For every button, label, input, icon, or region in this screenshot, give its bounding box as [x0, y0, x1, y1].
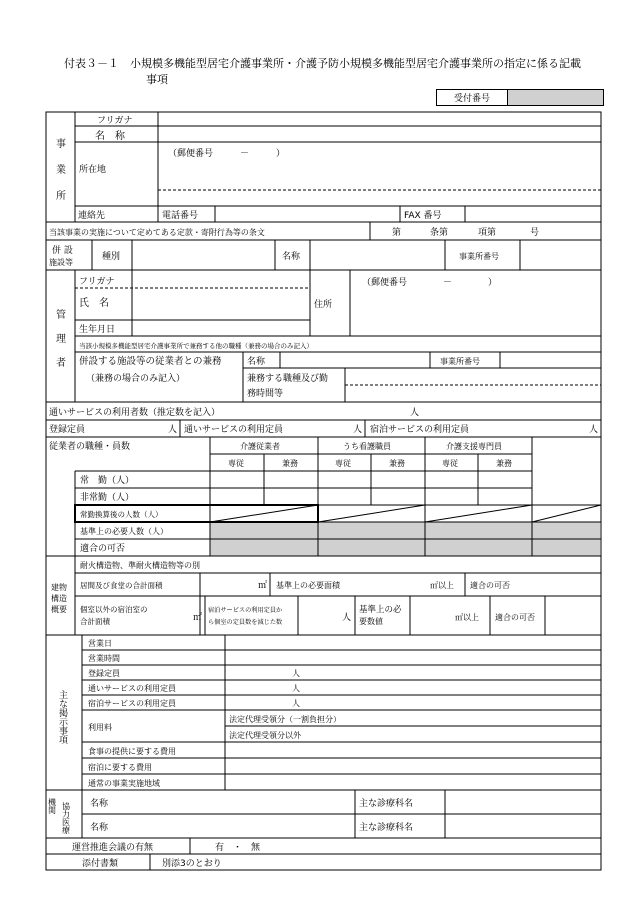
- meeting-label: 運営推進会議の有無: [72, 843, 154, 853]
- building-per-1: 宿泊サービスの利用定員か: [208, 607, 283, 614]
- building-room-1: 個室以外の宿泊室の: [80, 605, 148, 614]
- building-side-2: 構造: [51, 594, 67, 603]
- main-item-fee-2: 法定代理受領分以外: [229, 731, 301, 740]
- staff-cm-header: 介護支援専門員: [446, 442, 502, 451]
- office-name-label: 名 称: [95, 131, 125, 142]
- staff-header: 従業者の職種・員数: [49, 442, 131, 452]
- building-fit-label-2: 適合の可否: [495, 613, 535, 622]
- staff-row-fit: 適合の可否: [80, 544, 126, 554]
- main-item-registered-unit: 人: [292, 669, 300, 678]
- main-item-area: 通常の事業実施地域: [88, 779, 160, 788]
- main-item-day-cap: 通いサービスの利用定員: [88, 684, 176, 693]
- office-address-label: 所在地: [79, 165, 107, 175]
- articles-ko: 項第: [478, 228, 497, 238]
- manager-name-label: 氏 名: [79, 298, 109, 309]
- form-title-line2: 事項: [146, 73, 168, 86]
- capacity-stay-label: 宿泊サービスの利用定員: [370, 425, 470, 435]
- facility-kind-label: 種別: [102, 252, 121, 262]
- medical-side-2: 機関: [47, 798, 57, 814]
- manager-number-label: 事業所番号: [440, 357, 480, 366]
- building-living-label: 居間及び食堂の合計面積: [80, 581, 163, 590]
- office-phone-label: 電話番号: [162, 211, 199, 221]
- building-side-3: 概要: [51, 605, 67, 614]
- main-item-hours: 営業時間: [88, 654, 120, 663]
- building-req-1: 基準上の必: [359, 605, 402, 615]
- building-fit-label: 適合の可否: [470, 581, 510, 590]
- facility-label-1: 併 設: [52, 246, 73, 256]
- office-side-2: 業: [56, 165, 66, 176]
- articles-jo: 条第: [430, 228, 449, 238]
- manager-address-label: 住所: [314, 300, 333, 310]
- office-side-1: 事: [56, 139, 66, 150]
- meeting-value: 有 ・ 無: [215, 843, 261, 853]
- articles-label: 当該事業の実施について定めてある定款・寄附行為等の条文: [49, 228, 265, 237]
- capacity-day-label: 通いサービスの利用定員: [184, 425, 284, 435]
- manager-side-1: 管: [56, 310, 66, 321]
- manager-postal-label: （郵便番号 － ）: [362, 278, 498, 288]
- grid-lines: [46, 112, 601, 870]
- building-std-unit: ㎡以上: [430, 581, 454, 590]
- staff-row-converted: 常勤換算後の人数（人）: [80, 510, 163, 519]
- attach-value: 別添3のとおり: [162, 859, 222, 869]
- manager-concurrent-duty-2: （兼務の場合のみ記入）: [86, 374, 186, 384]
- users-unit: 人: [410, 408, 420, 418]
- building-std-label: 基準上の必要面積: [276, 581, 340, 590]
- capacity-day-unit: 人: [353, 425, 363, 435]
- building-living-unit: ㎡: [258, 581, 268, 591]
- building-per-2: ら個室の定員数を減じた数: [208, 619, 283, 626]
- staff-row-fulltime: 常 勤（人）: [80, 476, 135, 486]
- main-item-fee-1: 法定代理受領分（一割負担分）: [229, 715, 341, 724]
- building-req-unit: ㎡以上: [455, 613, 479, 622]
- staff-cm-part: 兼務: [496, 459, 512, 468]
- building-room-2: 合計面積: [80, 617, 110, 626]
- manager-side-3: 者: [56, 358, 66, 369]
- manager-concurrent-duty-1: 併設する施設等の従業者との兼務: [79, 356, 222, 367]
- staff-caregiver-part: 兼務: [282, 459, 298, 468]
- building-fireproof: 耐火構造物、準耐火構造物等の別: [80, 561, 200, 570]
- staff-nurse-full: 専従: [335, 459, 351, 468]
- users-label: 通いサービスの利用者数（推定数を記入）: [49, 408, 221, 418]
- medical-name-1: 名称: [90, 799, 109, 809]
- facility-label-2: 施設等: [49, 258, 73, 267]
- articles-dai: 第: [392, 228, 402, 238]
- medical-dept-1: 主な診療科名: [359, 799, 414, 809]
- office-fax-label: FAX 番号: [404, 211, 442, 221]
- main-item-business-day: 営業日: [88, 639, 112, 648]
- medical-name-2: 名称: [90, 823, 109, 833]
- staff-row-parttime: 非常勤（人）: [80, 493, 135, 503]
- receipt-number-label: 受付番号: [437, 90, 508, 105]
- medical-side-1: 協力医療: [61, 802, 71, 834]
- office-furigana-label: フリガナ: [97, 116, 133, 126]
- facility-number-label: 事業所番号: [459, 252, 499, 261]
- form-title-line1: 付表３－１ 小規模多機能型居宅介護事業所・介護予防小規模多機能型居宅介護事業所の指定に係る記載: [64, 57, 581, 70]
- building-req-2: 要数値: [359, 617, 383, 626]
- attach-label: 添付書類: [82, 859, 119, 869]
- capacity-registered-unit: 人: [168, 425, 178, 435]
- staff-row-required: 基準上の必要人数（人）: [80, 527, 168, 536]
- office-side-3: 所: [56, 191, 66, 202]
- manager-job-2: 務時間等: [247, 389, 284, 399]
- main-item-stay-unit: 人: [292, 699, 300, 708]
- manager-job-1: 兼務する職種及び勤: [247, 374, 329, 384]
- capacity-registered-label: 登録定員: [49, 425, 86, 435]
- staff-cm-full: 専従: [442, 459, 458, 468]
- main-item-registered: 登録定員: [88, 669, 120, 678]
- medical-dept-2: 主な診療科名: [359, 823, 414, 833]
- staff-nurse-header: うち看護職員: [343, 442, 391, 451]
- building-room-unit: ㎡: [193, 613, 203, 623]
- staff-nurse-part: 兼務: [389, 459, 405, 468]
- manager-birth-label: 生年月日: [79, 325, 116, 335]
- main-item-meal: 食事の提供に要する費用: [88, 747, 176, 756]
- facility-name-label: 名称: [282, 252, 301, 262]
- office-postal-label: （郵便番号 － ）: [168, 149, 286, 159]
- articles-go: 号: [530, 228, 540, 238]
- manager-furigana-label: フリガナ: [79, 277, 115, 287]
- main-item-stay-cost: 宿泊に要する費用: [88, 763, 152, 772]
- building-side-1: 建物: [51, 583, 67, 592]
- staff-caregiver-full: 専従: [228, 459, 244, 468]
- building-per-unit: 人: [342, 613, 352, 623]
- manager-concurrent-type: 当該小規模多機能型居宅介護事業所で兼務する他の職種（兼務の場合のみ記入）: [79, 342, 313, 350]
- main-items-side: 主な掲示事項: [57, 690, 67, 744]
- manager-side-2: 理: [56, 334, 66, 345]
- staff-caregiver-header: 介護従業者: [240, 442, 280, 451]
- main-item-fee: 利用料: [88, 723, 112, 732]
- capacity-stay-unit: 人: [589, 425, 599, 435]
- main-item-stay-cap: 宿泊サービスの利用定員: [88, 699, 176, 708]
- office-contact-label: 連絡先: [78, 211, 106, 221]
- outer-frame: [46, 112, 601, 870]
- manager-name2-label: 名称: [247, 357, 266, 367]
- main-item-day-unit: 人: [292, 684, 300, 693]
